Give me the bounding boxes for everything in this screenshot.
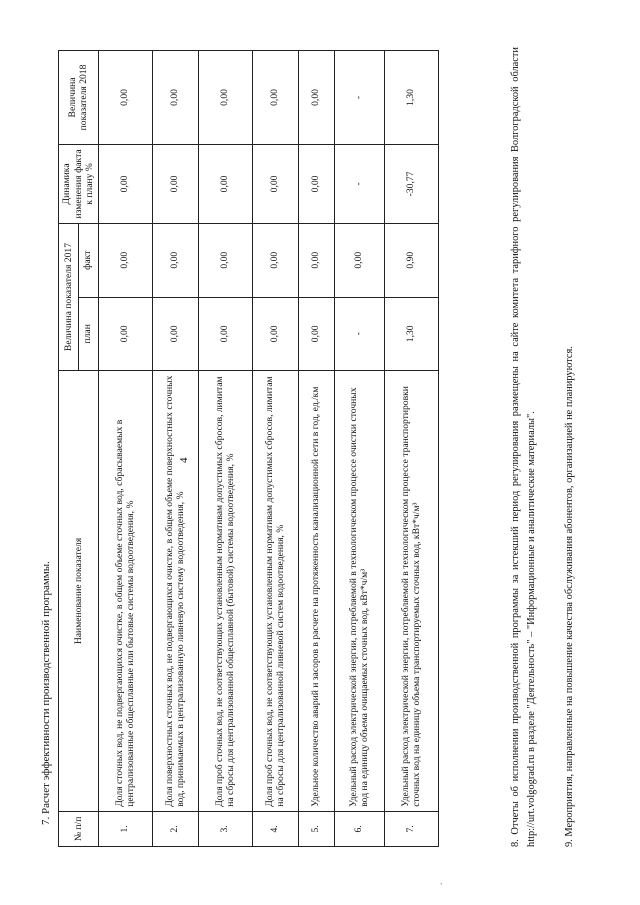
cell-plan: 0,00 bbox=[198, 297, 252, 371]
header-name: Наименование показателя bbox=[59, 371, 99, 812]
cell-num: 2. bbox=[152, 811, 198, 846]
cell-value-2018: 1,30 bbox=[384, 51, 438, 145]
cell-num: 3. bbox=[198, 811, 252, 846]
efficiency-table bbox=[58, 50, 439, 847]
cell-dynamics: 0,00 bbox=[198, 144, 252, 223]
cell-fact: 0,00 bbox=[98, 223, 152, 297]
cell-plan: 0,00 bbox=[252, 297, 298, 371]
cell-num: 7. bbox=[384, 811, 438, 846]
cell-value-2018: - bbox=[334, 51, 384, 145]
table-header-row bbox=[59, 51, 79, 847]
table-row bbox=[334, 51, 384, 847]
cell-fact: 0,00 bbox=[252, 223, 298, 297]
cell-name: Доля проб сточных вод, не соответствующих установленным нормативам допустимых сбросов, лимитам на сбросы для централизованной ливневой систем водоотведения, % bbox=[252, 371, 298, 812]
cell-value-2018: 0,00 bbox=[252, 51, 298, 145]
cell-value-2018: 0,00 bbox=[98, 51, 152, 145]
cell-fact: 0,00 bbox=[198, 223, 252, 297]
table-row bbox=[152, 51, 198, 847]
cell-num: 4. bbox=[252, 811, 298, 846]
cell-value-2018: 0,00 bbox=[152, 51, 198, 145]
cell-name: Удельный расход электрической энергии, потребляемой в технологическом процессе очистки сточных вод на единицу объема очищаемых сточных вод, кВт*ч/м³ bbox=[334, 371, 384, 812]
edge-mark: . bbox=[434, 882, 445, 885]
paragraph-9: 9. Мероприятия, направленные на повышение качества обслуживания абонентов, организацией не планируются. bbox=[564, 346, 575, 847]
cell-name: Доля сточных вод, не подвергающихся очистке, в общем объеме сточных вод, сбрасываемых в централизованные общесплавные или бытовые системы водоотведения, % bbox=[98, 371, 152, 812]
cell-plan: 1,30 bbox=[384, 297, 438, 371]
cell-dynamics: - bbox=[334, 144, 384, 223]
table-row bbox=[252, 51, 298, 847]
cell-num: 6. bbox=[334, 811, 384, 846]
cell-dynamics: 0,00 bbox=[252, 144, 298, 223]
cell-fact: 0,90 bbox=[384, 223, 438, 297]
header-fact: факт bbox=[78, 223, 98, 297]
table-row bbox=[98, 51, 152, 847]
cell-fact: 0,00 bbox=[152, 223, 198, 297]
table-body bbox=[98, 51, 438, 847]
cell-plan: 0,00 bbox=[98, 297, 152, 371]
cell-num: 5. bbox=[298, 811, 334, 846]
table-row bbox=[384, 51, 438, 847]
cell-fact: 0,00 bbox=[298, 223, 334, 297]
header-plan: план bbox=[78, 297, 98, 371]
cell-value-2018: 0,00 bbox=[298, 51, 334, 145]
cell-fact: 0,00 bbox=[334, 223, 384, 297]
cell-dynamics: -30,77 bbox=[384, 144, 438, 223]
cell-name: Удельное количество аварий и засоров в расчете на протяженность канализационной сети в год, ед./км bbox=[298, 371, 334, 812]
table-row bbox=[198, 51, 252, 847]
page-number: 4 bbox=[178, 457, 190, 463]
cell-value-2018: 0,00 bbox=[198, 51, 252, 145]
header-num: № п/п bbox=[59, 811, 99, 846]
header-value-2018: Величина показателя 2018 bbox=[59, 51, 99, 145]
cell-dynamics: 0,00 bbox=[98, 144, 152, 223]
cell-dynamics: 0,00 bbox=[152, 144, 198, 223]
cell-plan: 0,00 bbox=[152, 297, 198, 371]
table-row bbox=[298, 51, 334, 847]
header-dynamics: Динамика изменения факта к плану % bbox=[59, 144, 99, 223]
cell-plan: 0,00 bbox=[298, 297, 334, 371]
cell-dynamics: 0,00 bbox=[298, 144, 334, 223]
cell-plan: - bbox=[334, 297, 384, 371]
cell-name: Доля проб сточных вод, не соответствующих установленным нормативам допустимых сбросов, лимитам на сбросы для централизованной общесплавной (бытовой) системы водоотведения, % bbox=[198, 371, 252, 812]
section-7-title: 7. Расчет эффективности производственной программы. bbox=[40, 561, 52, 825]
header-value-2017: Величина показателя 2017 bbox=[59, 223, 79, 370]
cell-name: Доля поверхностных сточных вод, не подвергающихся очистке, в общем объеме поверхностных сточных вод, принимаемых в централизованную ливневую систему водоотведения, % bbox=[152, 371, 198, 812]
cell-name: Удельный расход электрической энергии, потребляемой в технологическом процессе транспортировки сточных вод на единицу объема транспортируемых сточных вод, кВт*ч/м³ bbox=[384, 371, 438, 812]
cell-num: 1. bbox=[98, 811, 152, 846]
paragraph-8: 8. Отчеты об исполнении производственной программы за истекший период регулирования размещены на сайте комитета тарифного регулирования Волгоградской области http://urt.volgograd.ru в разделе "Деятельность" – "Информационные и аналитические материалы". bbox=[510, 47, 537, 847]
